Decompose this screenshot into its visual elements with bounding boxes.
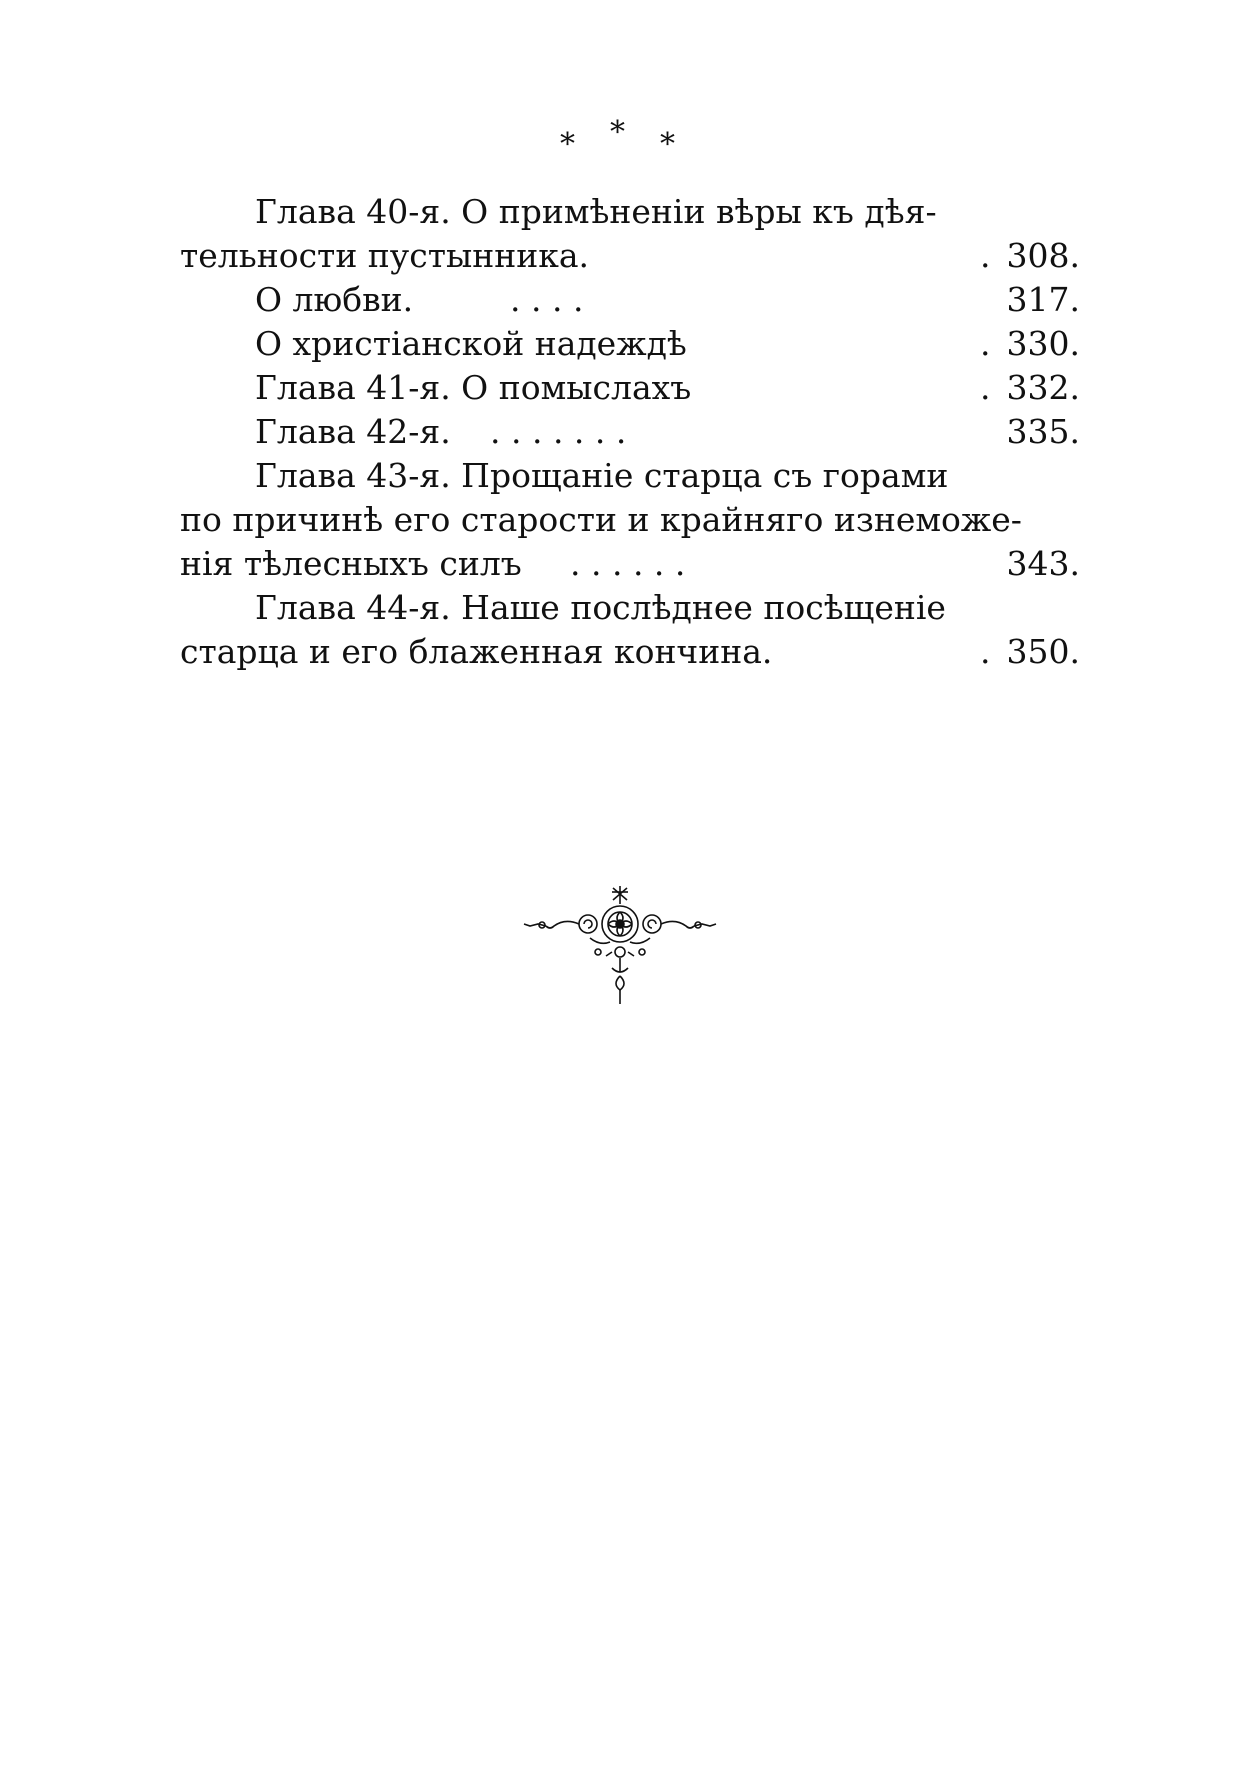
toc-page-number: 343. (1006, 544, 1080, 583)
toc-entry-line (180, 278, 1080, 322)
toc-entry-text: Глава 41-я. О помыслахъ (255, 368, 692, 407)
toc-entry-text: тельности пустынника. (180, 236, 589, 275)
toc-page-number: 308. (1006, 236, 1080, 275)
asterisk-right: * (660, 127, 675, 162)
asterisk-left: * (560, 127, 575, 162)
toc-entry-line (180, 586, 1080, 630)
section-separator (560, 115, 700, 168)
toc-entry-text: Глава 44-я. Наше послѣднее посѣщеніе (255, 588, 946, 627)
toc-entry-line (180, 366, 1080, 410)
toc-page-number: 317. (1006, 280, 1080, 319)
toc-entry-line (180, 454, 1080, 498)
toc-entry-text: нія тѣлесныхъ силъ (180, 544, 522, 583)
table-of-contents (180, 190, 1080, 674)
toc-page-number: 332. (1006, 368, 1080, 407)
toc-entry-text: старца и его блаженная кончина. (180, 632, 773, 671)
toc-entry-text: Глава 42-я. (255, 412, 451, 451)
toc-entry-line (180, 542, 1080, 586)
toc-entry-text: О любви. (255, 280, 414, 319)
toc-entry-line (180, 322, 1080, 366)
asterisk-middle: * (610, 115, 625, 150)
leader-dots: . (980, 368, 991, 407)
toc-entry-text: Глава 40-я. О примѣненіи вѣры къ дѣя- (255, 192, 937, 231)
leader-dots: . . . . . . (570, 544, 686, 583)
leader-dots: . . . . . . . (490, 412, 627, 451)
toc-entry-line (180, 630, 1080, 674)
toc-entry-text: Глава 43-я. Прощаніе старца съ горами (255, 456, 949, 495)
toc-page-number: 350. (1006, 632, 1080, 671)
ornament-icon (520, 880, 720, 1040)
toc-entry-line (180, 234, 1080, 278)
leader-dots: . (980, 324, 991, 363)
leader-dots: . (980, 236, 991, 275)
toc-entry-line (180, 498, 1080, 542)
toc-entry-text: по причинѣ его старости и крайняго изнеможе- (180, 500, 1022, 539)
toc-entry-line (180, 190, 1080, 234)
toc-page-number: 330. (1006, 324, 1080, 363)
toc-page-number: 335. (1006, 412, 1080, 451)
leader-dots: . . . . (510, 280, 584, 319)
toc-entry-line (180, 410, 1080, 454)
leader-dots: . (980, 632, 991, 671)
toc-entry-text: О христіанской надеждѣ (255, 324, 687, 363)
